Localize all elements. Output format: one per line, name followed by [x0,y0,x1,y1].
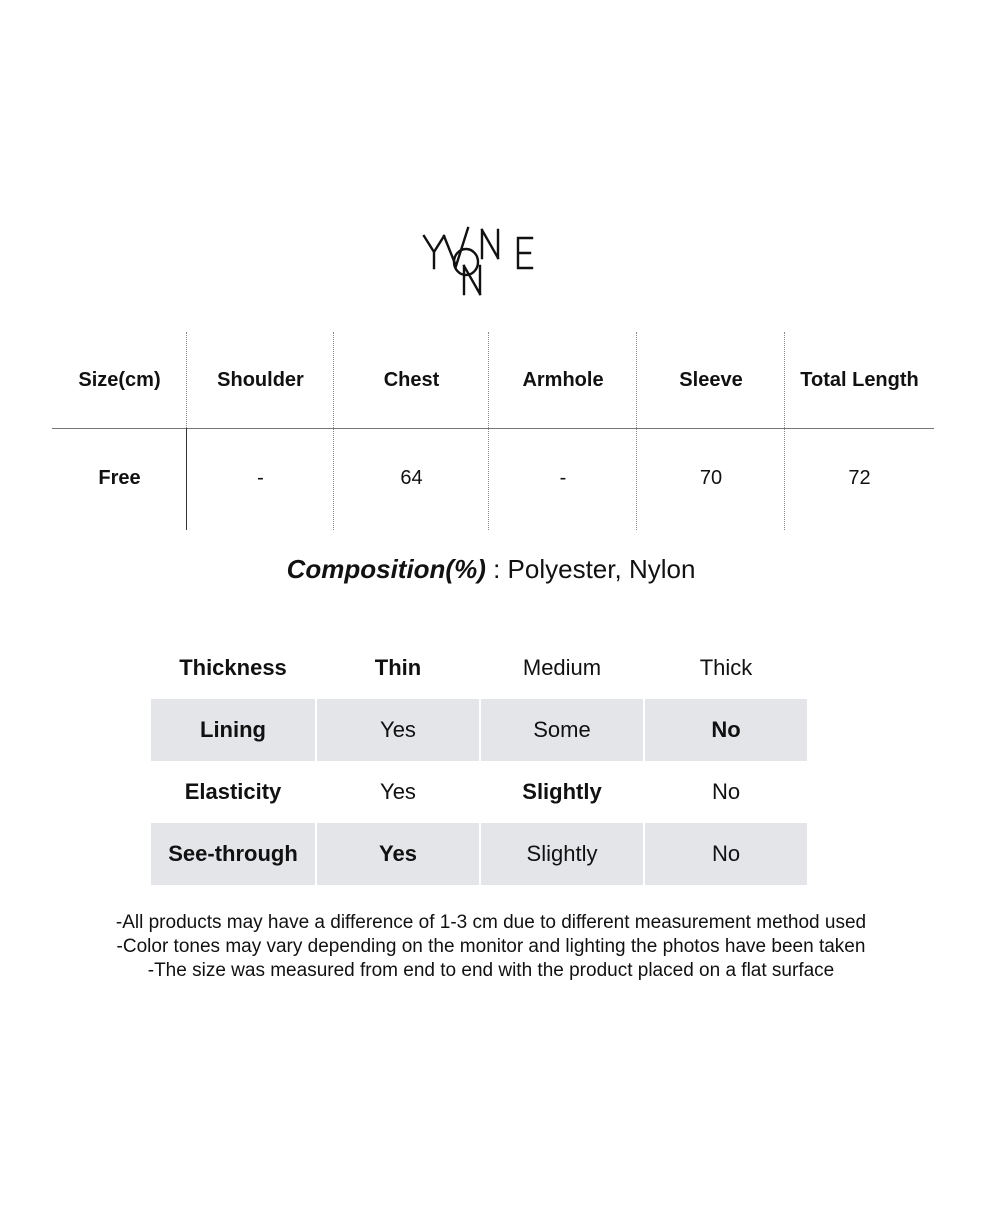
fabric-row-lining [151,699,807,761]
fabric-option: Yes [315,699,479,761]
composition-line [0,554,982,585]
column-divider [488,332,489,530]
fabric-row-thickness [151,637,807,699]
size-header-cell: Chest [383,368,440,391]
composition-label: Composition(%) [286,554,486,584]
column-divider [636,332,637,530]
note-line: -Color tones may vary depending on the monitor and lighting the photos have been taken [116,936,866,957]
brand-logo [420,222,540,298]
size-header-cell: Armhole [522,368,604,391]
size-header-cell: Sleeve [679,368,743,391]
fabric-option: Some [479,699,643,761]
fabric-attribute-label: Thickness [179,655,287,680]
fabric-option: Slightly [479,761,643,823]
size-table-header-row [52,332,934,428]
fabric-option: Medium [479,637,643,699]
size-header-cell: Size(cm) [78,368,161,391]
size-value-cell: - [559,466,567,489]
fabric-attribute-label: See-through [151,823,315,885]
size-header-cell: Shoulder [217,368,304,391]
fabric-option: Thick [643,637,807,699]
fabric-properties-table [151,637,807,885]
size-value-cell: 64 [400,466,423,489]
table-header-divider [52,428,934,429]
size-value-cell: 72 [848,466,871,489]
size-header-cell: Total Length [800,368,919,391]
column-divider [784,332,785,530]
note-line: -All products may have a difference of 1-3 cm due to different measurement method used [115,912,867,933]
table-label-divider [186,428,187,530]
fabric-option: Thin [315,637,479,699]
fabric-row-elasticity [151,761,807,823]
size-table-row [52,430,934,526]
fabric-row-see-through [151,823,807,885]
fabric-option: No [643,699,807,761]
fabric-option: Yes [315,823,479,885]
composition-separator: : [485,554,508,584]
composition-value: Polyester, Nylon [507,554,696,584]
note-line: -The size was measured from end to end with the product placed on a flat surface [147,960,835,981]
fabric-option: Slightly [479,823,643,885]
size-row-label: Free [98,466,141,489]
column-divider [333,332,334,530]
fabric-attribute-label: Elasticity [184,779,282,804]
fabric-option: No [643,823,807,885]
fabric-option: Yes [315,761,479,823]
measurement-notes [0,911,982,983]
size-value-cell: 70 [699,466,723,489]
fabric-option: No [643,761,807,823]
column-divider [186,332,187,428]
fabric-attribute-label: Lining [151,699,315,761]
size-table [52,332,934,530]
size-value-cell: - [257,466,264,489]
